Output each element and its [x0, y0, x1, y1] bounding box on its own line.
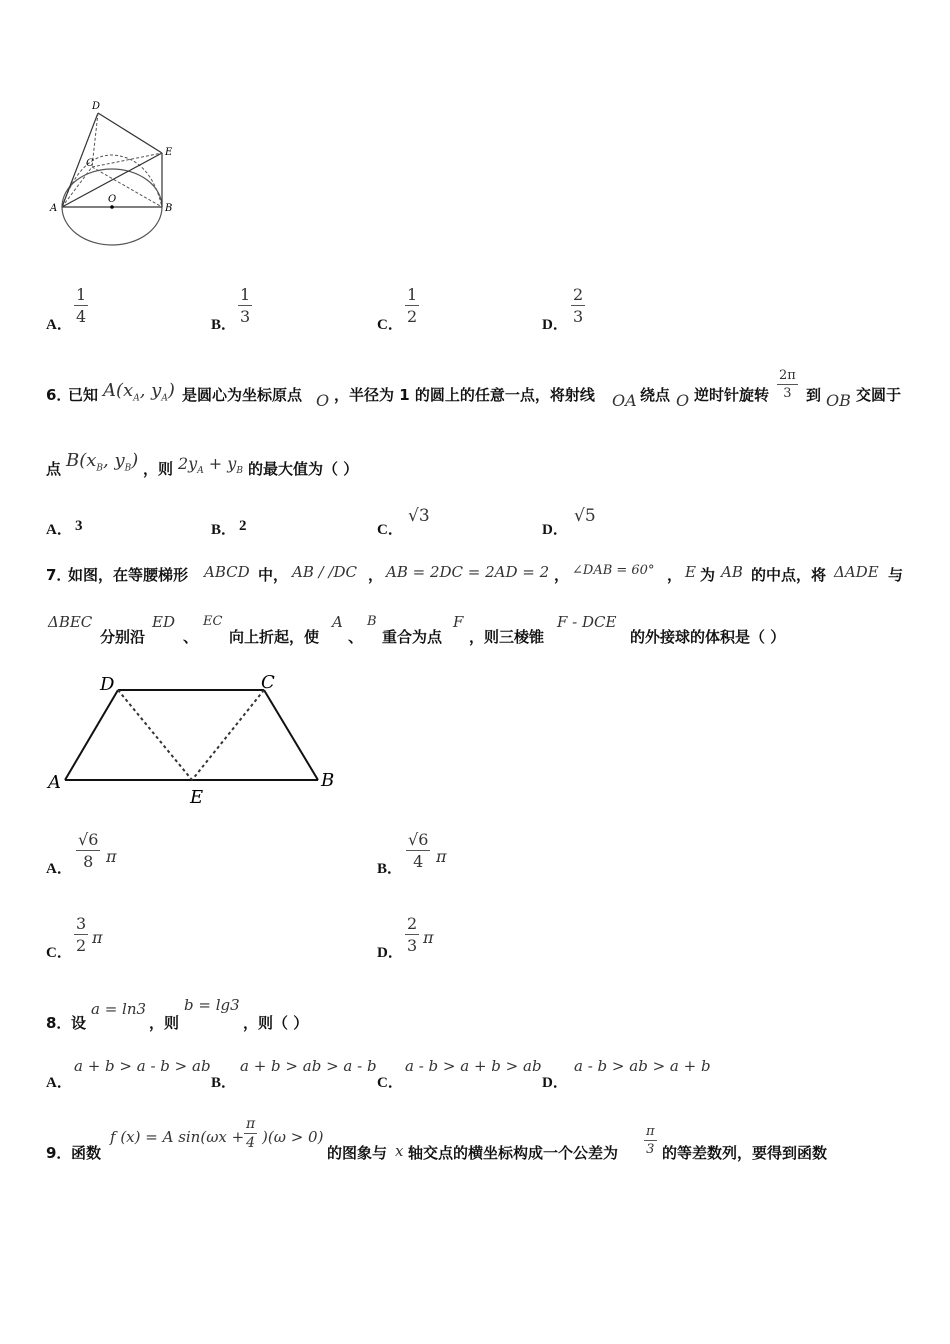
q7-m14: F - DCE	[557, 613, 617, 631]
q7-m7: ΔADE	[834, 563, 879, 581]
q7-m5: E	[685, 563, 696, 581]
q6-number: 6．	[46, 386, 72, 404]
q7-m10: EC	[203, 614, 223, 629]
q8-option-b-value: a + b > ab > a - b	[240, 1057, 377, 1075]
q7-m3: AB = 2DC = 2AD = 2	[386, 563, 550, 581]
q6-option-b-label: B．	[211, 522, 237, 538]
q7-m1: ABCD	[204, 563, 250, 581]
q9-text-3: 轴交点的横坐标构成一个公差为	[408, 1144, 619, 1162]
trap-label-D: D	[100, 674, 115, 695]
q5-option-c-label: C．	[377, 317, 403, 333]
q6-option-d-label: D．	[542, 522, 568, 538]
q6-point-b: $B(x_B$, $y_B$)	[66, 450, 139, 474]
q7-text-11: 向上折起，使	[229, 628, 320, 646]
q7-m12: B	[367, 614, 377, 629]
q6-origin-1: O	[316, 391, 330, 410]
q7-m11: A	[332, 613, 343, 631]
label-D: D	[92, 101, 101, 112]
q6-option-b-value: 2	[239, 518, 247, 534]
q7-m13: F	[453, 613, 464, 631]
q6-oa: OA	[612, 391, 637, 410]
q7-text-13: 重合为点	[382, 628, 443, 646]
q8-option-b-label: B．	[211, 1075, 237, 1091]
q8-text-1: 设	[71, 1014, 87, 1032]
label-A: A	[50, 203, 58, 214]
q5-option-a-label: A．	[46, 317, 72, 333]
q6-text-3: ，半径为 1 的圆上的任意一点，将射线	[334, 386, 595, 404]
q5-option-b-label: B．	[211, 317, 237, 333]
q7-m6: AB	[721, 563, 743, 581]
q6-expression: $2y_A + y_B$	[178, 454, 243, 477]
q6-option-a-value: 3	[75, 518, 83, 534]
q5-option-c-value: $\frac{1}{2}$	[407, 285, 418, 326]
q7-text-15: 的外接球的体积是（ ）	[630, 628, 786, 646]
label-B: B	[165, 203, 173, 214]
q9-number: 9．	[46, 1144, 72, 1162]
q9-function-right: )(ω > 0)	[262, 1128, 324, 1146]
q6-option-a-label: A．	[46, 522, 72, 538]
q7-text-6: 为	[700, 566, 716, 584]
q7-m8: ΔBEC	[48, 613, 93, 631]
label-E: E	[165, 147, 173, 158]
q5-option-a-value: $\frac{1}{4}$	[76, 285, 87, 326]
q6-option-c-value: √3	[408, 506, 430, 526]
q6-text-10: 的最大值为（ ）	[248, 460, 359, 478]
q7-option-c-pi: π	[92, 928, 103, 947]
trap-label-B: B	[321, 770, 335, 791]
q8-number: 8．	[46, 1014, 72, 1032]
q7-option-b-value: $\frac{√6}{4}$	[408, 830, 429, 871]
q7-text-3: ，	[368, 566, 384, 584]
q8-option-d-label: D．	[542, 1075, 568, 1091]
q5-option-d-label: D．	[542, 317, 568, 333]
q9-text-2: 的图象与	[327, 1144, 388, 1162]
q6-text-2: 是圆心为坐标原点	[182, 386, 303, 404]
q5-option-d-value: $\frac{2}{3}$	[573, 285, 584, 326]
q8-b-def: b = lg3	[184, 996, 240, 1014]
q7-m9: ED	[152, 613, 175, 631]
trap-label-A: A	[48, 772, 61, 793]
trapezoid-figure	[40, 668, 350, 813]
q7-option-b-pi: π	[436, 847, 447, 866]
q6-option-c-label: C．	[377, 522, 403, 538]
q6-text-9: ，则	[143, 460, 174, 478]
q9-text-1: 函数	[71, 1144, 102, 1162]
trap-label-E: E	[190, 787, 204, 808]
q9-text-4: 的等差数列，要得到函数	[662, 1144, 828, 1162]
q9-x-axis: x	[395, 1142, 404, 1160]
q8-option-a-label: A．	[46, 1075, 72, 1091]
q8-option-c-label: C．	[377, 1075, 403, 1091]
q7-option-a-label: A．	[46, 861, 72, 877]
label-O: O	[108, 194, 117, 205]
q7-number: 7．	[46, 566, 72, 584]
q7-text-4: ，	[554, 566, 570, 584]
q9-function-frac: $\frac{\pi}{4}$	[246, 1116, 256, 1151]
q8-a-def: a = ln3	[91, 1000, 147, 1018]
q7-m2: AB / /DC	[292, 563, 358, 581]
q6-rotation-angle: $\frac{2\pi}{3}$	[779, 368, 796, 401]
q7-m4: ∠DAB = 60°	[572, 563, 655, 578]
q6-origin-2: O	[676, 391, 690, 410]
q7-text-7: 的中点，将	[751, 566, 827, 584]
q7-option-d-value: $\frac{2}{3}$	[407, 914, 418, 955]
q7-option-a-pi: π	[106, 847, 117, 866]
q7-text-9: 分别沿	[100, 628, 146, 646]
q7-option-a-value: $\frac{√6}{8}$	[78, 830, 99, 871]
q7-option-d-pi: π	[423, 928, 434, 947]
q8-option-c-value: a - b > a + b > ab	[405, 1057, 542, 1075]
q7-text-14: ，则三棱锥	[469, 628, 545, 646]
q8-option-a-value: a + b > a - b > ab	[74, 1057, 211, 1075]
q6-ob: OB	[826, 391, 851, 410]
q6-option-d-value: √5	[574, 506, 596, 526]
q6-text-8: 点	[46, 460, 62, 478]
q8-text-3: ，则（ ）	[243, 1014, 309, 1032]
q6-point-a: $A(x_A$, $y_A$)	[103, 380, 175, 404]
label-C: C	[86, 158, 94, 169]
q9-difference: $\frac{\pi}{3}$	[646, 1124, 655, 1157]
solid-geometry-figure	[40, 95, 190, 255]
q7-text-10: 、	[183, 628, 199, 646]
q7-text-8: 与	[888, 566, 904, 584]
trap-label-C: C	[261, 672, 275, 693]
q7-text-1: 如图，在等腰梯形	[68, 566, 189, 584]
q7-option-c-label: C．	[46, 945, 72, 961]
q6-text-4: 绕点	[640, 386, 671, 404]
q6-text-7: 交圆于	[856, 386, 902, 404]
q9-function-left: f (x) = A sin(ωx +	[110, 1128, 245, 1146]
q7-option-d-label: D．	[377, 945, 403, 961]
q6-text-6: 到	[806, 386, 822, 404]
q6-text-1: 已知	[68, 386, 99, 404]
q6-text-5: 逆时针旋转	[694, 386, 770, 404]
q8-text-2: ，则	[149, 1014, 180, 1032]
q7-text-5: ，	[667, 566, 683, 584]
q5-option-b-value: $\frac{1}{3}$	[240, 285, 251, 326]
q7-text-2: 中，	[258, 566, 289, 584]
q7-option-c-value: $\frac{3}{2}$	[76, 914, 87, 955]
q8-option-d-value: a - b > ab > a + b	[574, 1057, 711, 1075]
q7-option-b-label: B．	[377, 861, 403, 877]
q7-text-12: 、	[348, 628, 364, 646]
